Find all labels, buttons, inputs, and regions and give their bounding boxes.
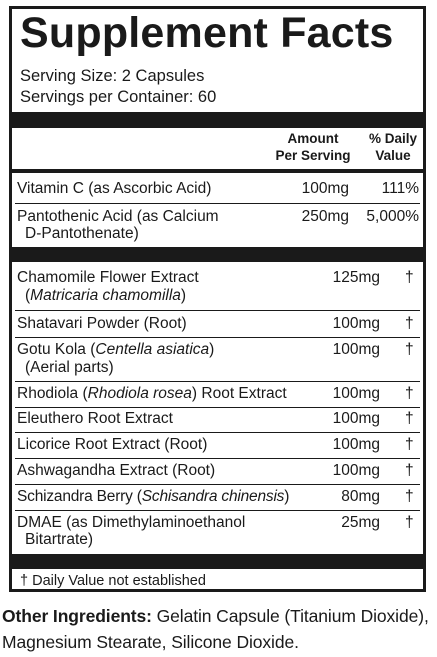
ingredient-name: Licorice Root Extract (Root): [17, 436, 208, 453]
paren-open: (: [25, 287, 31, 304]
ingredient-amount: 100mg: [332, 315, 380, 332]
ingredient-amount: 100mg: [332, 385, 380, 402]
thick-divider: [12, 112, 423, 128]
ingredient-name: Eleuthero Root Extract: [17, 410, 173, 427]
latin-name: Centella asiatica: [95, 341, 210, 358]
other-ingredients-text: Gelatin Capsule (Titanium Dioxide), Magnesium Stearate, Silicone Dioxide.: [2, 606, 429, 652]
dagger-mark: †: [405, 514, 414, 531]
nutrient-daily-value: 5,000%: [366, 208, 419, 225]
daily-value-footnote: † Daily Value not established: [20, 573, 206, 589]
amount-header-line2: Per Serving: [275, 148, 351, 163]
name-pre: Gotu Kola (: [17, 341, 96, 358]
ingredient-amount: 125mg: [332, 269, 380, 286]
paren-close: ): [180, 287, 187, 304]
medium-divider: [12, 169, 423, 173]
supplement-facts-panel: [9, 6, 426, 592]
nutrient-name-cont: D-Pantothenate): [25, 225, 139, 242]
dagger-mark: †: [405, 385, 414, 402]
nutrient-name: Pantothenic Acid (as Calcium: [17, 208, 219, 225]
row-divider: [15, 432, 420, 433]
name-pre: Schizandra Berry (: [17, 488, 142, 505]
dagger-mark: †: [405, 436, 414, 453]
name-post: ): [284, 488, 290, 505]
latin-name: Rhodiola rosea: [87, 385, 192, 402]
ingredient-part: (Aerial parts): [25, 359, 114, 376]
nutrient-amount: 100mg: [301, 180, 349, 197]
latin-name: Schisandra chinensis: [141, 488, 285, 505]
ingredient-name: [17, 341, 214, 359]
ingredient-name: DMAE (as Dimethylaminoethanol: [17, 514, 246, 531]
dagger-mark: †: [405, 341, 414, 358]
other-ingredients-label: Other Ingredients:: [2, 606, 152, 626]
servings-per-container: Servings per Container: 60: [20, 88, 217, 106]
row-divider: [15, 407, 420, 408]
ingredient-name: [17, 488, 289, 506]
thick-divider-3: [12, 554, 423, 569]
row-divider: [15, 381, 420, 382]
name-post: ): [209, 341, 215, 358]
ingredient-name: Ashwagandha Extract (Root): [17, 462, 216, 479]
dagger-mark: †: [405, 269, 414, 286]
row-divider: [15, 310, 420, 311]
ingredient-amount: 100mg: [332, 410, 380, 427]
amount-header: [267, 130, 359, 164]
daily-value-header: [360, 130, 426, 164]
ingredient-amount: 100mg: [332, 436, 380, 453]
dv-header-line1: % Daily: [368, 131, 418, 146]
name-post: ) Root Extract: [191, 385, 287, 402]
ingredient-amount: 25mg: [341, 514, 380, 531]
dagger-mark: †: [405, 462, 414, 479]
row-divider: [15, 484, 420, 485]
name-pre: Rhodiola (: [17, 385, 88, 402]
row-divider: [15, 203, 420, 204]
row-divider: [15, 458, 420, 459]
nutrient-daily-value: 111%: [381, 180, 419, 197]
ingredient-name: Shatavari Powder (Root): [17, 315, 187, 332]
row-divider: [15, 510, 420, 511]
dagger-mark: †: [405, 488, 414, 505]
ingredient-name-cont: Bitartrate): [25, 531, 94, 548]
ingredient-name: [17, 385, 287, 403]
amount-header-line1: Amount: [287, 131, 339, 146]
panel-title: Supplement Facts: [20, 9, 394, 57]
dagger-mark: †: [405, 315, 414, 332]
dv-header-line2: Value: [375, 148, 411, 163]
thick-divider-2: [12, 247, 423, 262]
ingredient-amount: 100mg: [332, 341, 380, 358]
dagger-mark: †: [405, 410, 414, 427]
ingredient-amount: 100mg: [332, 462, 380, 479]
ingredient-name: Chamomile Flower Extract: [17, 269, 199, 286]
ingredient-amount: 80mg: [341, 488, 380, 505]
latin-name: Matricaria chamomilla: [30, 287, 181, 304]
serving-size: Serving Size: 2 Capsules: [20, 67, 205, 85]
ingredient-latin-name: [25, 287, 186, 305]
row-divider: [15, 337, 420, 338]
nutrient-amount: 250mg: [301, 208, 349, 225]
nutrient-name: Vitamin C (as Ascorbic Acid): [17, 180, 212, 197]
other-ingredients: [2, 603, 437, 655]
